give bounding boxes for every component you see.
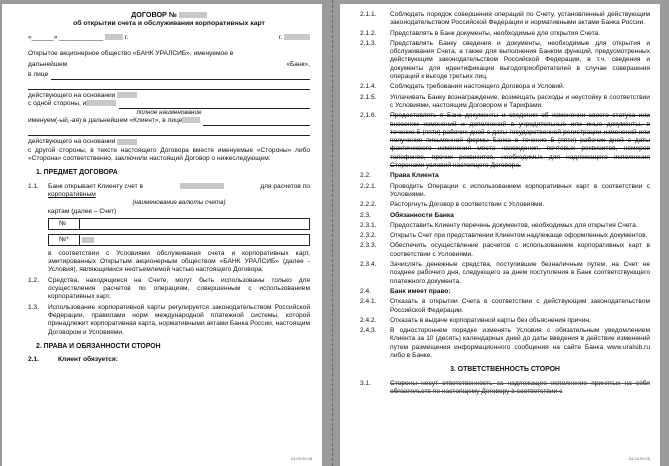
clause-item: 2.3.4. Зачислять денежные средства, поступившие безналичным путем, на Счет не позднее рабочего дня, следующего за днем поступления в Банк соответствующего платежного документа. [360, 261, 650, 285]
clause-3-1: 3.1. Стороны несут ответственность за надлежащее исполнение принятых на себя обязательств по настоящему Договору в соответствии с [360, 379, 650, 395]
page-1-footer: 04.03.00.08 [290, 455, 312, 461]
contract-subtitle: об открытии счета и обслуживании корпоративных карт [73, 20, 265, 27]
document-page-1: ДОГОВОР № об открытии счета и обслуживании корпоративных карт «______» ____________ г. г. Открытое акционерное общество «БАНК УРАЛСИБ», именуемое в дальнейшем «Банк», в лице действующего на основании с одной стороны, и полное наименование именуем(-ый,-ая) в дальнейшем «Клиент», в лице действующего на основании с другой стороны, в тексте настоящего Договора вместе именуемые «Стороны» либо «Сторона» соответственно, заключили настоящий Договор о нижеследующем: 1. ПРЕДМЕТ ДОГОВОРА 1.1. Банк открывает Клиенту счет в для расчетов по корпоративным (наименование валюты счета) картам (далее – Счет) № №* в соответствии с Условиями обслуживания счета и корпоративных карт, эмитированных Открытым акционерным обществом «БАНК УРАЛСИБ» (далее - Условия), являющимися неотъемлемой частью настоящего Договора. 1.2. Средства, находящиеся на Счете, могут быть использованы только для осуществления расчетов по операциям, совершенным с использованием корпоративных карт. 1.3. Использование корпоративной карты регулируется законодательством Российской Федерации, правилами норм международной платежной системы, которой принадлежит корпоративная карта, нормативными актами Банка России, настоящим Договором и Условиями. 2. ПРАВА И ОБЯЗАННОСТИ СТОРОН 2.1. Клиент обязуется: 04.03.00.08 [2, 4, 322, 466]
clause-item: 2.2. Права Клиента [360, 172, 439, 180]
clause-1-1: 1.1. Банк открывает Клиенту счет в для расчетов по корпоративным (наименование валюты счета) картам (далее – Счет) [28, 182, 310, 215]
clause-item: 2.1.5. Уплачивать Банку вознаграждение, возмещать расходы и неустойку в соответствии с Условиями, настоящим Договором и Тарифами. [360, 93, 650, 109]
section-1-heading: 1. ПРЕДМЕТ ДОГОВОРА [36, 169, 118, 177]
account-number-box-2[interactable]: №* [48, 234, 310, 246]
intro-line-1: Открытое акционерное общество «БАНК УРАЛСИБ», именуемое в [28, 50, 234, 58]
page-divider [332, 0, 334, 466]
clause-item: 2.4.1. Отказать в открытии Счета в соответствии с действующим законодательством Российской Федерации. [360, 298, 650, 314]
clause-item: 2.1.6. Предоставлять в Банк документы и сведения об изменении своего статуса или внесении изменений и дополнений в учредительные или иные документы, в течение 5 (пяти) рабочих дней с даты государственной регистрации изменений или получения письменной формы Банка в течение 5 (пяти) рабочих дней с даты фактического изменения места нахождения, почтовых реквизитов, номеров телефонов, прочих реквизитов, необходимых для надлежащего исполнения Сторонами условий настоящего Договора. [360, 112, 650, 170]
clause-1-1-cont: в соответствии с Условиями обслуживания счета и корпоративных карт, эмитированных Открытым акционерным обществом «БАНК УРАЛСИБ» (далее - Условия), являющимися неотъемлемой частью настоящего Договора. [48, 249, 310, 274]
clause-item: 2.3.2. Открыть Счет при представлении Клиентом надлежаще оформленных документов. [360, 232, 648, 240]
account-number-box-1[interactable]: № [48, 218, 310, 230]
clause-item: 2.4. Банк имеет право: [360, 287, 451, 295]
intro-paragraph: с другой стороны, в тексте настоящего Договора вместе именуемые «Стороны» либо «Сторона» соответственно, заключили настоящий Договор о нижеследующем: [28, 146, 310, 163]
clause-1-3: 1.3. Использование корпоративной карты регулируется законодательством Российской Федерации, правилами норм международной платежной системы, которой принадлежит корпоративная карта, нормативными актами Банка России, настоящим Договором и Условиями. [28, 303, 310, 336]
contract-number-redacted [179, 12, 207, 18]
clause-item: 2.1.4. Соблюдать требования настоящего Договора и Условий. [360, 83, 565, 91]
clause-item: 2.4.3. В одностороннем порядке изменять Условия с обязательным уведомлением Клиента за 10 (десять) календарных дней до даты введения в действие изменений путем размещения информационного сообщения на сайте Банка www.uralsib.ru либо в Банке. [360, 327, 650, 359]
clause-item: 2.1.2. Представлять в Банк документы, необходимые для открытия Счета. [360, 29, 601, 37]
clause-item: 2.3. Обязанности Банка [360, 211, 454, 219]
page-2-footer: 04.03.00.08 [628, 455, 650, 461]
date-line: «______» ____________ г. г. [28, 34, 310, 42]
contract-title: ДОГОВОР № [28, 10, 310, 19]
clause-item: 2.4.2. Отказать в выдаче корпоративной карты без объяснения причин. [360, 316, 591, 324]
clause-1-2: 1.2. Средства, находящиеся на Счете, могут быть использованы только для осуществления расчетов по операциям, совершенным с использованием корпоративных карт. [28, 276, 310, 301]
clause-item: 2.3.3. Обеспечить осуществление расчетов с использованием корпоративных карт в соответствии с Условиями. [360, 242, 650, 258]
section-2-heading: 2. ПРАВА И ОБЯЗАННОСТИ СТОРОН [36, 342, 161, 350]
clause-2-1: 2.1. Клиент обязуется: [28, 356, 118, 364]
document-page-2 [340, 4, 660, 466]
clause-item: 2.2.1. Проводить Операции с использованием корпоративных карт в соответствии с Условиями. [360, 182, 650, 198]
clause-item: 2.1.1. Соблюдать порядок совершения операций по Счету, установленный действующим законодательством Российской Федерации и нормативными актами Банка России. [360, 11, 650, 27]
clause-item: 2.1.3. Представлять Банку сведения и документы, необходимые для открытия и обслуживания Счета, а также для выполнения Банком функций, предусмотренных действующим законодательством Российской Федерации, в т.ч. сведения и документы для идентификации выгодоприобретателей в случае совершения операций к выгоде третьих лиц. [360, 39, 650, 81]
section-3-heading: 3. ОТВЕТСТВЕННОСТЬ СТОРОН [450, 366, 560, 374]
clause-list [360, 11, 650, 360]
clause-item: 2.3.1. Предоставить Клиенту перечень документов, необходимых для открытия Счета. [360, 221, 638, 229]
city-redacted [284, 34, 310, 40]
clause-item: 2.2.2. Расторгнуть Договор в соответствии с Условиями. [360, 201, 545, 209]
